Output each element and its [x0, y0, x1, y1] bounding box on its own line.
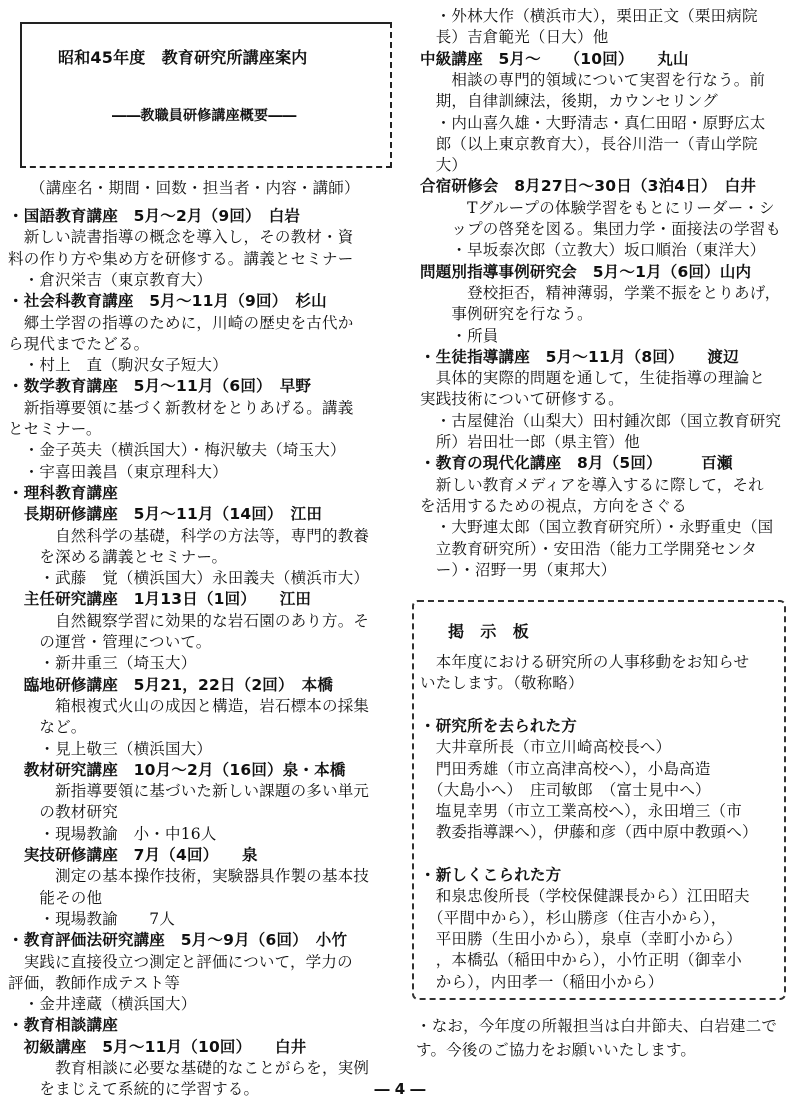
text-line: 実践技術について研修する。	[420, 390, 624, 409]
text-line: ・村上 直（駒沢女子短大）	[8, 356, 228, 375]
text-line: 本年度における研究所の人事移動をお知らせ	[420, 653, 750, 671]
text-line: 評価，教師作成テスト等	[8, 973, 181, 992]
text-line: す。今後のご協力をお願いいたします。	[416, 1041, 697, 1059]
text-line: ・金子英夫（横浜国大）・梅沢敏夫（埼玉大）	[8, 441, 346, 460]
text-line: ら現代までたどる。	[8, 334, 150, 353]
text-line: 平田勝（生田小から），泉卓（幸町小から）	[420, 929, 742, 948]
text-line: ，本橋弘（稲田中から），小竹正明（御幸小	[420, 951, 742, 970]
text-line: 郎（以上東京教育大），長谷川浩一（青山学院	[420, 134, 758, 153]
section-heading: ・社会科教育講座 5月～11月（9回） 杉山	[8, 292, 327, 311]
text-line: とセミナー。	[8, 420, 102, 438]
text-line: ・武藤 覚（横浜国大）永田義夫（横浜市大）	[8, 569, 370, 588]
text-line: 実践に直接役立つ測定と評価について，学力の	[8, 952, 353, 971]
text-line: 料の作り方や集め方を研修する。講義とセミナー	[8, 249, 354, 268]
text-line: ・見上敬三（横浜国大）	[8, 739, 213, 758]
legend: （講座名・期間・回数・担当者・内容・講師）	[30, 179, 360, 197]
section-heading: 教材研究講座 10月～2月（16回）泉・本橋	[8, 760, 346, 779]
text-line: 郷土学習の指導のために，川崎の歴史を古代か	[8, 313, 354, 332]
section-heading: ・国語教育講座 5月～2月（9回） 白岩	[8, 207, 301, 225]
text-line: 期，自律訓練法，後期，カウンセリング	[420, 92, 718, 111]
section-heading: ・理科教育講座	[8, 483, 118, 502]
text-line: 相談の専門的領域について実習を行なう。前	[420, 70, 766, 89]
text-line: を活用するための視点，方向をさぐる	[420, 496, 687, 515]
page-number: ― 4 ―	[374, 1080, 426, 1098]
text-line: ・所員	[420, 326, 499, 345]
text-line: （平間中から），杉山勝彦（住吉小から），	[420, 908, 727, 927]
text-line: 教育相談に必要な基礎的なことがらを，実例	[8, 1059, 370, 1077]
text-line: など。	[8, 718, 87, 737]
text-line: ・早坂泰次郎（立教大）坂口順治（東洋大）	[420, 241, 766, 260]
text-line: 所）岩田壮一郎（県主管）他	[420, 433, 640, 451]
text-line: 自然科学の基礎，科学の方法等，専門的教養	[8, 526, 370, 545]
text-line: ・内山喜久雄・大野清志・真仁田昭・原野広太	[420, 113, 766, 132]
text-line: 新指導要領に基づいた新しい課題の多い単元	[8, 782, 370, 801]
text-line: ップの啓発を図る。集団力学・面接法の学習も	[420, 220, 782, 238]
page-subtitle: ――教職員研修講座概要――	[112, 108, 297, 124]
text-line: 新指導要領に基づく新教材をとりあげる。講義	[8, 398, 354, 417]
text-line: 立教育研究所）・安田浩（能力工学開発センタ	[420, 539, 758, 558]
text-line: 新しい教育メディアを導入するに際して，それ	[420, 475, 764, 494]
section-heading: ・教育の現代化講座 8月（5回） 百瀬	[420, 454, 733, 473]
section-heading: 初級講座 5月～11月（10回） 白井	[8, 1037, 307, 1056]
text-line: 大）	[420, 156, 468, 175]
text-line: ・現場教諭 7人	[8, 909, 176, 928]
section-heading: ・教育評価法研究講座 5月～9月（6回） 小竹	[8, 931, 348, 950]
text-line: 具体的実際的問題を通して，生徒指導の理論と	[420, 369, 766, 388]
text-line: 教委指導課へ），伊藤和彦（西中原中教頭へ）	[420, 823, 758, 842]
section-heading: 実技研修講座 7月（4回） 泉	[8, 846, 258, 864]
section-heading: 長期研修講座 5月～11月（14回） 江田	[8, 505, 323, 524]
text-line: （大島小へ） 庄司敏郎 （富士見中へ）	[420, 780, 711, 799]
text-line: 大井章所長（市立川崎高校長へ）	[420, 738, 672, 757]
text-line: 新しい読書指導の概念を導入し，その教材・資	[8, 228, 354, 247]
text-line: いたします。（敬称略）	[420, 674, 584, 693]
section-heading: ・研究所を去られた方	[420, 716, 578, 735]
text-line: ・宇喜田義昌（東京理科大）	[8, 462, 228, 481]
text-line: 長）吉倉範光（日大）他	[420, 28, 609, 47]
text-line: 門田秀雄（市立高津高校へ），小島高造	[420, 759, 711, 778]
text-line: 能その他	[8, 888, 103, 907]
text-line: ー）・沼野一男（東邦大）	[420, 560, 617, 579]
text-line: ・倉沢栄吉（東京教育大）	[8, 270, 213, 289]
text-line: ・現場教諭 小・中16人	[8, 824, 217, 843]
text-line: 登校拒否，精神薄弱，学業不振をとりあげ，	[420, 283, 781, 302]
text-line: 事例研究を行なう。	[420, 305, 593, 324]
section-heading: ・新しくこられた方	[420, 866, 562, 884]
section-heading: ・教育相談講座	[8, 1016, 118, 1035]
text-line: の教材研究	[8, 803, 118, 822]
notice-title: 掲 示 板	[448, 622, 530, 641]
text-line: ・なお，今年度の所報担当は白井節夫、白岩建二で	[416, 1017, 778, 1035]
text-line: ・古屋健治（山梨大）田村鍾次郎（国立教育研究	[420, 411, 782, 430]
text-line: 測定の基本操作技術，実験器具作製の基本技	[8, 867, 370, 886]
text-line: ・外林大作（横浜市大），栗田正文（栗田病院	[420, 7, 758, 25]
section-heading: 主任研究講座 1月13日（1回） 江田	[8, 590, 312, 609]
text-line: Tグループの体験学習をもとにリーダー・シ	[420, 198, 775, 217]
text-line: 自然観察学習に効果的な岩石園のあり方。そ	[8, 611, 370, 630]
section-heading: 問題別指導事例研究会 5月～1月（6回）山内	[420, 262, 752, 281]
section-heading: ・数学教育講座 5月～11月（6回） 早野	[8, 377, 312, 396]
text-line: をまじえて系統的に学習する。	[8, 1080, 260, 1099]
section-heading: 臨地研修講座 5月21，22日（2回） 本橋	[8, 675, 334, 694]
text-line: ・金井達蔵（横浜国大）	[8, 995, 197, 1014]
title-box	[20, 22, 392, 168]
text-line: 和泉忠俊所長（学校保健課長から）江田昭夫	[420, 887, 750, 906]
text-line: 塩見幸男（市立工業高校へ），永田増三（市	[420, 802, 742, 821]
text-line: ・大野連太郎（国立教育研究所）・永野重史（国	[420, 518, 774, 537]
text-line: の運営・管理について。	[8, 633, 212, 651]
text-line: ・新井重三（埼玉大）	[8, 654, 197, 673]
text-line: を深める講義とセミナー。	[8, 547, 228, 566]
section-heading: ・生徒指導講座 5月～11月（8回） 渡辺	[420, 347, 739, 366]
page-title: 昭和45年度 教育研究所講座案内	[58, 48, 308, 67]
text-line: 箱根複式火山の成因と構造，岩石標本の採集	[8, 696, 370, 715]
section-heading: 合宿研修会 8月27日～30日（3泊4日） 白井	[420, 177, 757, 196]
section-heading: 中級講座 5月～ （10回） 丸山	[420, 49, 689, 68]
text-line: から），内田孝一（稲田小から）	[420, 972, 664, 991]
